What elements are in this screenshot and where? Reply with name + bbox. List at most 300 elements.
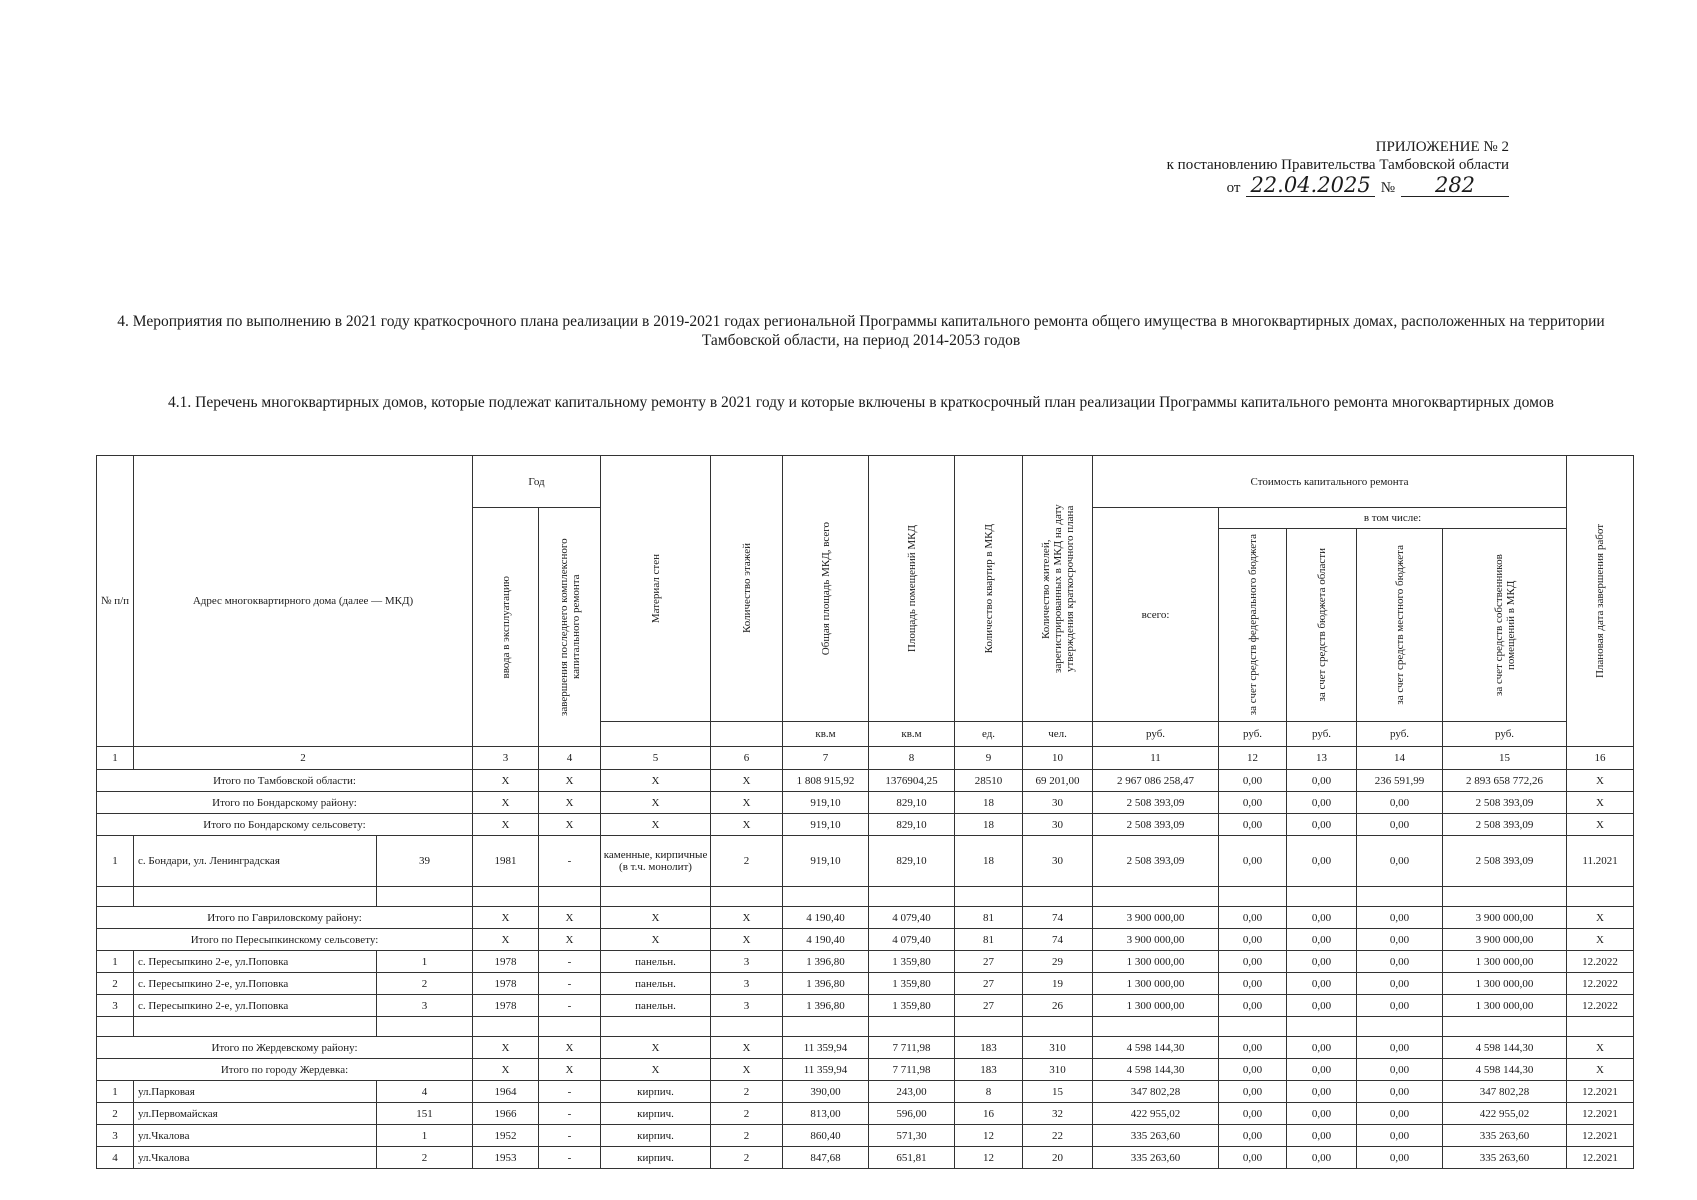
h-local <box>1357 529 1443 722</box>
empty-cell <box>1093 1017 1219 1037</box>
table-cell: 15 <box>1023 1081 1093 1103</box>
unit-floors <box>711 722 783 747</box>
table-cell: 0,00 <box>1287 973 1357 995</box>
table-cell: 12.2021 <box>1567 1125 1634 1147</box>
table-cell: X <box>1567 770 1634 792</box>
empty-cell <box>473 1017 539 1037</box>
table-cell: 0,00 <box>1357 1081 1443 1103</box>
empty-cell <box>869 887 955 907</box>
table-cell: кирпич. <box>601 1081 711 1103</box>
table-cell: 0,00 <box>1287 1081 1357 1103</box>
table-cell: 0,00 <box>1219 1037 1287 1059</box>
row-address: с. Пересыпкино 2-е, ул.Поповка <box>134 973 377 995</box>
subtotal-label: Итого по Бондарскому сельсовету: <box>97 814 473 836</box>
table-cell: 2 967 086 258,47 <box>1093 770 1219 792</box>
table-cell: 3 900 000,00 <box>1093 907 1219 929</box>
table-cell: X <box>473 1059 539 1081</box>
table-cell: 310 <box>1023 1037 1093 1059</box>
table-cell: 2 <box>711 1081 783 1103</box>
row-number: 2 <box>97 1103 134 1125</box>
row-number: 1 <box>97 836 134 887</box>
unit-material <box>601 722 711 747</box>
table-cell: - <box>539 1103 601 1125</box>
table-cell: 1 808 915,92 <box>783 770 869 792</box>
h-year-repair <box>539 508 601 747</box>
empty-cell <box>1357 887 1443 907</box>
from-label: от <box>1226 180 1241 196</box>
table-row <box>97 1103 1634 1125</box>
table-cell: - <box>539 836 601 887</box>
table-cell: 1952 <box>473 1125 539 1147</box>
h-apartments <box>955 456 1023 722</box>
table-cell: 2 508 393,09 <box>1093 792 1219 814</box>
table-cell: 2 <box>711 1103 783 1125</box>
h-year-repair-text: завершения последнего комплексного капитального ремонта <box>557 538 582 716</box>
column-number: 6 <box>711 747 783 770</box>
empty-cell <box>869 1017 955 1037</box>
table-cell: 0,00 <box>1357 1059 1443 1081</box>
table-cell: - <box>539 973 601 995</box>
row-number: 3 <box>97 1125 134 1147</box>
table-cell: панельн. <box>601 973 711 995</box>
table-cell: 0,00 <box>1357 1103 1443 1125</box>
table-row <box>97 951 1634 973</box>
empty-cell <box>1443 1017 1567 1037</box>
column-number: 1 <box>97 747 134 770</box>
subtotal-row <box>97 770 1634 792</box>
table-cell: X <box>711 907 783 929</box>
table-cell: 27 <box>955 973 1023 995</box>
table-cell: 22 <box>1023 1125 1093 1147</box>
table-cell: 390,00 <box>783 1081 869 1103</box>
table-cell: 4 598 144,30 <box>1443 1037 1567 1059</box>
table-cell: 0,00 <box>1287 1103 1357 1125</box>
table-cell: 74 <box>1023 929 1093 951</box>
table-cell: X <box>601 770 711 792</box>
table-cell: X <box>601 907 711 929</box>
table-cell: - <box>539 951 601 973</box>
table-cell: 0,00 <box>1357 973 1443 995</box>
row-address: ул.Первомайская <box>134 1103 377 1125</box>
table-cell: X <box>473 907 539 929</box>
table-cell: 18 <box>955 836 1023 887</box>
column-number: 13 <box>1287 747 1357 770</box>
h-year: Год <box>473 456 601 508</box>
table-cell: 1953 <box>473 1147 539 1169</box>
h-total-area-text: Общая площадь МКД, всего <box>819 521 832 656</box>
table-cell: 1978 <box>473 995 539 1017</box>
table-cell: 4 079,40 <box>869 907 955 929</box>
h-local-text: за счет средств местного бюджета <box>1393 545 1406 705</box>
empty-cell <box>711 1017 783 1037</box>
table-cell: X <box>711 792 783 814</box>
table-body <box>97 747 1634 1169</box>
table-cell: 3 900 000,00 <box>1443 929 1567 951</box>
table-cell: 0,00 <box>1287 1037 1357 1059</box>
empty-cell <box>377 1017 473 1037</box>
appendix-title: ПРИЛОЖЕНИЕ № 2 <box>1375 139 1509 155</box>
table-cell: 596,00 <box>869 1103 955 1125</box>
h-regional <box>1287 529 1357 722</box>
table-cell: - <box>539 1081 601 1103</box>
unit-cell: руб. <box>1443 722 1567 747</box>
h-premises-area-text: Площадь помещений МКД <box>905 524 918 653</box>
empty-cell <box>473 887 539 907</box>
column-number: 3 <box>473 747 539 770</box>
table-cell: 0,00 <box>1287 814 1357 836</box>
number-label: № <box>1380 180 1395 196</box>
table-cell: X <box>711 814 783 836</box>
column-number: 2 <box>134 747 473 770</box>
table-cell: 1 359,80 <box>869 973 955 995</box>
h-date <box>1567 456 1634 747</box>
h-address: Адрес многоквартирного дома (далее — МКД) <box>134 456 473 747</box>
table-cell: 2 508 393,09 <box>1443 836 1567 887</box>
h-owners <box>1443 529 1567 722</box>
empty-cell <box>134 1017 377 1037</box>
empty-cell <box>1443 887 1567 907</box>
table-cell: панельн. <box>601 995 711 1017</box>
table-cell: 0,00 <box>1287 929 1357 951</box>
table-cell: X <box>539 1059 601 1081</box>
table-cell: 919,10 <box>783 792 869 814</box>
table-cell: 1966 <box>473 1103 539 1125</box>
subtotal-label: Итого по Жердевскому району: <box>97 1037 473 1059</box>
h-cost-total <box>1093 508 1219 722</box>
table-cell: 19 <box>1023 973 1093 995</box>
table-cell: 0,00 <box>1287 792 1357 814</box>
subtotal-label: Итого по городу Жердевка: <box>97 1059 473 1081</box>
h-year-commission <box>473 508 539 747</box>
table-cell: X <box>1567 814 1634 836</box>
table-cell: 335 263,60 <box>1093 1147 1219 1169</box>
table-cell: 4 190,40 <box>783 929 869 951</box>
table-cell: 4 190,40 <box>783 907 869 929</box>
unit-cell: кв.м <box>869 722 955 747</box>
empty-cell <box>783 1017 869 1037</box>
empty-cell <box>97 1017 134 1037</box>
table-cell: 12 <box>955 1125 1023 1147</box>
row-address: ул.Чкалова <box>134 1147 377 1169</box>
table-cell: 30 <box>1023 792 1093 814</box>
table-cell: 4 598 144,30 <box>1443 1059 1567 1081</box>
table-cell: 0,00 <box>1287 995 1357 1017</box>
table-cell: 12.2022 <box>1567 951 1634 973</box>
table-cell: 335 263,60 <box>1443 1125 1567 1147</box>
table-cell: 1 300 000,00 <box>1443 973 1567 995</box>
table-cell: 0,00 <box>1219 814 1287 836</box>
table-cell: 0,00 <box>1357 1147 1443 1169</box>
houses-table-wrap <box>96 455 1633 1169</box>
table-cell: 183 <box>955 1059 1023 1081</box>
table-cell: 12.2021 <box>1567 1103 1634 1125</box>
row-house-number: 151 <box>377 1103 473 1125</box>
table-cell: 2 508 393,09 <box>1093 836 1219 887</box>
table-cell: 0,00 <box>1357 814 1443 836</box>
table-cell: X <box>1567 929 1634 951</box>
table-cell: 16 <box>955 1103 1023 1125</box>
empty-cell <box>601 1017 711 1037</box>
subtotal-row <box>97 1037 1634 1059</box>
subtotal-label: Итого по Гавриловскому району: <box>97 907 473 929</box>
h-floors <box>711 456 783 722</box>
table-cell: 0,00 <box>1219 973 1287 995</box>
table-cell: 0,00 <box>1219 770 1287 792</box>
empty-cell <box>1093 887 1219 907</box>
table-cell: X <box>711 929 783 951</box>
table-cell: 32 <box>1023 1103 1093 1125</box>
table-cell: 8 <box>955 1081 1023 1103</box>
subtotal-row <box>97 929 1634 951</box>
table-cell: 0,00 <box>1219 792 1287 814</box>
table-cell: X <box>1567 792 1634 814</box>
table-cell: X <box>539 792 601 814</box>
table-cell: X <box>539 929 601 951</box>
table-cell: 1 396,80 <box>783 995 869 1017</box>
row-address: ул.Чкалова <box>134 1125 377 1147</box>
table-cell: 27 <box>955 995 1023 1017</box>
row-number: 4 <box>97 1147 134 1169</box>
h-cost: Стоимость капитального ремонта <box>1093 456 1567 508</box>
table-cell: 11 359,94 <box>783 1059 869 1081</box>
table-cell: - <box>539 995 601 1017</box>
unit-cell: руб. <box>1093 722 1219 747</box>
table-cell: 11 359,94 <box>783 1037 869 1059</box>
row-number: 1 <box>97 951 134 973</box>
table-cell: 243,00 <box>869 1081 955 1103</box>
table-cell: 829,10 <box>869 792 955 814</box>
subtotal-row <box>97 814 1634 836</box>
h-total-area <box>783 456 869 722</box>
table-cell: 3 <box>711 973 783 995</box>
table-cell: 0,00 <box>1357 907 1443 929</box>
table-row <box>97 973 1634 995</box>
table-cell: 0,00 <box>1287 1059 1357 1081</box>
empty-cell <box>1567 887 1634 907</box>
table-cell: 3 900 000,00 <box>1093 929 1219 951</box>
row-address: с. Пересыпкино 2-е, ул.Поповка <box>134 995 377 1017</box>
table-cell: X <box>601 1037 711 1059</box>
table-cell: 4 598 144,30 <box>1093 1059 1219 1081</box>
table-cell: 1 396,80 <box>783 951 869 973</box>
empty-cell <box>1023 887 1093 907</box>
appendix-date-line <box>989 174 1509 197</box>
table-cell: 422 955,02 <box>1443 1103 1567 1125</box>
empty-cell <box>955 887 1023 907</box>
table-cell: 0,00 <box>1287 1125 1357 1147</box>
table-cell: 1981 <box>473 836 539 887</box>
table-cell: 0,00 <box>1357 1037 1443 1059</box>
table-cell: 0,00 <box>1219 1081 1287 1103</box>
table-cell: 1376904,25 <box>869 770 955 792</box>
empty-cell <box>1023 1017 1093 1037</box>
table-cell: 0,00 <box>1219 1059 1287 1081</box>
column-number: 16 <box>1567 747 1634 770</box>
table-cell: 2 893 658 772,26 <box>1443 770 1567 792</box>
table-cell: 1 300 000,00 <box>1093 995 1219 1017</box>
h-material <box>601 456 711 722</box>
table-cell: 12.2022 <box>1567 995 1634 1017</box>
empty-cell <box>377 887 473 907</box>
table-cell: 11.2021 <box>1567 836 1634 887</box>
h-federal <box>1219 529 1287 722</box>
h-year-commission-text: ввода в эксплуатацию <box>499 575 512 679</box>
table-cell: 4 079,40 <box>869 929 955 951</box>
subsection-heading: 4.1. Перечень многоквартирных домов, которые подлежат капитальному ремонту в 2021 году и которые включены в краткосрочный план реализации Программы капитального ремонта многоквартирных домов <box>168 394 1554 411</box>
table-cell: 1 300 000,00 <box>1093 973 1219 995</box>
table-cell: 1 300 000,00 <box>1443 951 1567 973</box>
empty-cell <box>601 887 711 907</box>
h-cost-total-text: всего: <box>1141 608 1170 621</box>
table-cell: каменные, кирпичные (в т.ч. монолит) <box>601 836 711 887</box>
unit-cell: руб. <box>1357 722 1443 747</box>
table-cell: X <box>711 1059 783 1081</box>
table-cell: 183 <box>955 1037 1023 1059</box>
empty-cell <box>955 1017 1023 1037</box>
table-cell: 0,00 <box>1357 1125 1443 1147</box>
table-cell: X <box>539 770 601 792</box>
empty-cell <box>1287 1017 1357 1037</box>
h-premises-area <box>869 456 955 722</box>
table-row <box>97 836 1634 887</box>
table-cell: 30 <box>1023 836 1093 887</box>
table-cell: 422 955,02 <box>1093 1103 1219 1125</box>
houses-table <box>96 455 1634 1169</box>
column-number: 11 <box>1093 747 1219 770</box>
subtotal-row <box>97 1059 1634 1081</box>
table-cell: 829,10 <box>869 836 955 887</box>
empty-cell <box>97 887 134 907</box>
h-regional-text: за счет средств бюджета области <box>1315 548 1328 702</box>
row-house-number: 39 <box>377 836 473 887</box>
table-cell: - <box>539 1147 601 1169</box>
empty-cell <box>1357 1017 1443 1037</box>
h-date-text: Плановая дата завершения работ <box>1594 523 1607 679</box>
column-number: 10 <box>1023 747 1093 770</box>
table-cell: X <box>1567 1059 1634 1081</box>
empty-row <box>97 1017 1634 1037</box>
unit-cell: руб. <box>1287 722 1357 747</box>
row-house-number: 4 <box>377 1081 473 1103</box>
section-heading: 4. Мероприятия по выполнению в 2021 году краткосрочного плана реализации в 2019-2021 годах региональной Программы капитального ремонта общего имущества в многоквартирных домах, расположенных на территории Тамбовской области, на период 2014-2053 годов <box>117 313 1605 349</box>
empty-cell <box>134 887 377 907</box>
table-cell: 2 <box>711 1125 783 1147</box>
table-cell: X <box>1567 1037 1634 1059</box>
table-cell: 3 <box>711 951 783 973</box>
table-cell: 74 <box>1023 907 1093 929</box>
table-cell: 571,30 <box>869 1125 955 1147</box>
table-cell: 2 <box>711 1147 783 1169</box>
column-number: 5 <box>601 747 711 770</box>
table-cell: кирпич. <box>601 1103 711 1125</box>
table-cell: 829,10 <box>869 814 955 836</box>
empty-cell <box>539 887 601 907</box>
appendix-block <box>989 138 1509 197</box>
table-cell: 0,00 <box>1357 792 1443 814</box>
table-cell: 813,00 <box>783 1103 869 1125</box>
table-cell: 28510 <box>955 770 1023 792</box>
table-cell: 347 802,28 <box>1443 1081 1567 1103</box>
empty-cell <box>539 1017 601 1037</box>
table-cell: 81 <box>955 907 1023 929</box>
empty-cell <box>1287 887 1357 907</box>
table-cell: X <box>473 770 539 792</box>
table-cell: 29 <box>1023 951 1093 973</box>
table-cell: 7 711,98 <box>869 1059 955 1081</box>
table-cell: X <box>539 1037 601 1059</box>
table-cell: 7 711,98 <box>869 1037 955 1059</box>
table-cell: 0,00 <box>1219 951 1287 973</box>
table-cell: 1 396,80 <box>783 973 869 995</box>
table-cell: 0,00 <box>1219 1103 1287 1125</box>
table-cell: - <box>539 1125 601 1147</box>
table-cell: 0,00 <box>1357 929 1443 951</box>
h-material-text: Материал стен <box>649 553 662 624</box>
column-number: 9 <box>955 747 1023 770</box>
table-cell: 1 359,80 <box>869 951 955 973</box>
table-cell: X <box>711 770 783 792</box>
table-cell: 0,00 <box>1357 951 1443 973</box>
table-cell: X <box>473 792 539 814</box>
column-number: 7 <box>783 747 869 770</box>
unit-cell: руб. <box>1219 722 1287 747</box>
table-cell: 2 508 393,09 <box>1443 792 1567 814</box>
table-cell: 12 <box>955 1147 1023 1169</box>
h-residents <box>1023 456 1093 722</box>
table-cell: 69 201,00 <box>1023 770 1093 792</box>
empty-cell <box>1219 887 1287 907</box>
table-cell: X <box>711 1037 783 1059</box>
table-cell: 860,40 <box>783 1125 869 1147</box>
table-cell: 27 <box>955 951 1023 973</box>
subtotal-label: Итого по Бондарскому району: <box>97 792 473 814</box>
h-floors-text: Количество этажей <box>740 543 753 634</box>
table-cell: 310 <box>1023 1059 1093 1081</box>
table-cell: 0,00 <box>1287 951 1357 973</box>
table-cell: 0,00 <box>1287 770 1357 792</box>
h-num: № п/п <box>97 456 134 747</box>
row-house-number: 1 <box>377 951 473 973</box>
table-cell: 20 <box>1023 1147 1093 1169</box>
table-row <box>97 1147 1634 1169</box>
h-owners-text: за счет средств собственников помещений в МКД <box>1492 554 1517 696</box>
row-house-number: 2 <box>377 1147 473 1169</box>
table-cell: 651,81 <box>869 1147 955 1169</box>
table-cell: 3 <box>711 995 783 1017</box>
table-cell: 2 <box>711 836 783 887</box>
table-cell: 0,00 <box>1219 1147 1287 1169</box>
table-cell: 0,00 <box>1357 995 1443 1017</box>
row-number: 2 <box>97 973 134 995</box>
table-cell: 26 <box>1023 995 1093 1017</box>
table-cell: 1 359,80 <box>869 995 955 1017</box>
row-number: 3 <box>97 995 134 1017</box>
table-cell: 4 598 144,30 <box>1093 1037 1219 1059</box>
empty-cell <box>1567 1017 1634 1037</box>
table-cell: X <box>601 814 711 836</box>
table-cell: 12.2021 <box>1567 1147 1634 1169</box>
table-cell: X <box>473 1037 539 1059</box>
table-cell: 30 <box>1023 814 1093 836</box>
table-cell: 12.2022 <box>1567 973 1634 995</box>
table-cell: 18 <box>955 792 1023 814</box>
table-row <box>97 1125 1634 1147</box>
column-number: 15 <box>1443 747 1567 770</box>
empty-cell <box>783 887 869 907</box>
table-cell: 1964 <box>473 1081 539 1103</box>
table-cell: 12.2021 <box>1567 1081 1634 1103</box>
unit-cell: чел. <box>1023 722 1093 747</box>
